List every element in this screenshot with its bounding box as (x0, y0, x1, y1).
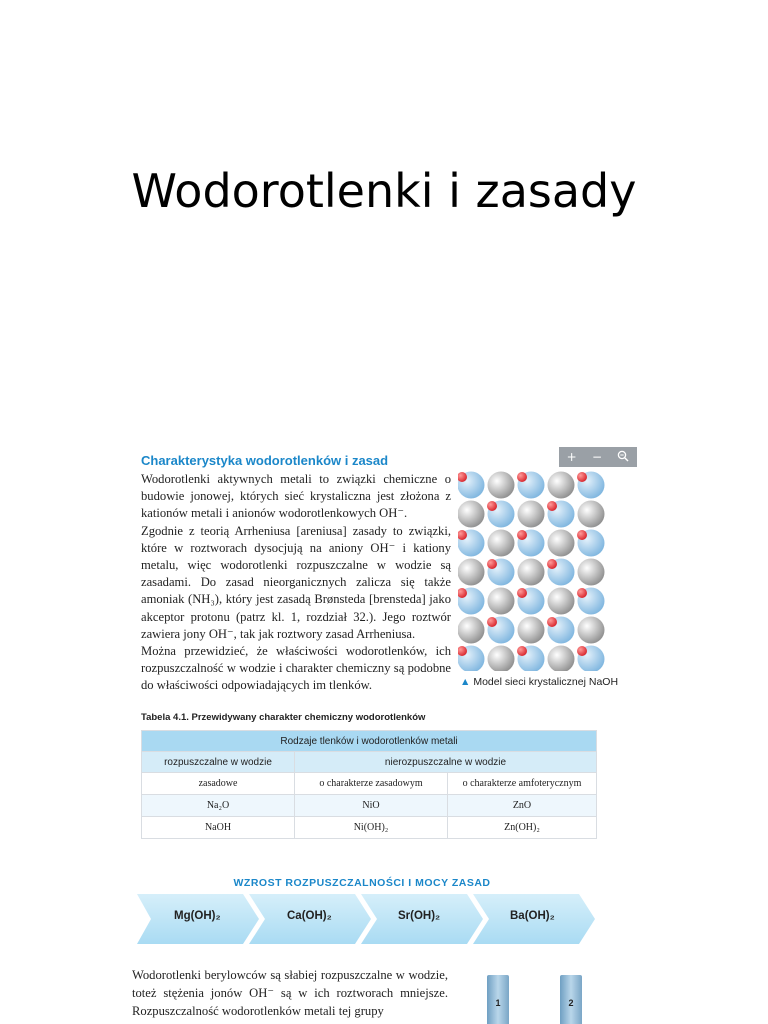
na-ion (578, 559, 605, 586)
na-ion (518, 617, 545, 644)
table-header-insoluble: nierozpuszczalne w wodzie (295, 752, 597, 773)
table-cell: Na₂O (142, 795, 295, 817)
na-ion (518, 559, 545, 586)
oxygen-atom (517, 472, 527, 482)
oxygen-atom (577, 472, 587, 482)
oxygen-atom (487, 617, 497, 627)
table-cell: NiO (295, 795, 448, 817)
na-ion (548, 646, 575, 672)
table-cell: NaOH (142, 817, 295, 839)
na-ion (548, 588, 575, 615)
section-title: Charakterystyka wodorotlenków i zasad (141, 453, 389, 468)
table-cell: o charakterze amfoterycznym (448, 773, 597, 795)
oxygen-atom (517, 646, 527, 656)
na-ion (488, 588, 515, 615)
table-cell: zasadowe (142, 773, 295, 795)
na-ion (518, 501, 545, 528)
naoh-crystal-lattice-illustration (458, 471, 608, 671)
table-cell: Zn(OH)₂ (448, 817, 597, 839)
paragraph-2: Zgodnie z teorią Arrheniusa [areniusa] zasady to związki, które w roztworach dysocjują na aniony OH⁻ i kationy metalu, więc wodorotlenki rozpuszczalne w wodzie są zasadami. Do zasad nieorganicznych zalicza się także amoniak (NH₃), który jest zasadą Brønsteda [brensteda] jako akceptor protonu (patrz kl. 1, rozdział 32.). Jego roztwór zawiera jony OH⁻, tak jak roztwory zasad Arrheniusa. (141, 523, 451, 641)
oxygen-atom (487, 501, 497, 511)
oxygen-atom (517, 588, 527, 598)
oxygen-atom (487, 559, 497, 569)
table-title: Tabela 4.1. Przewidywany charakter chemiczny wodorotlenków (141, 712, 426, 723)
test-tube-label-2: 2 (568, 998, 574, 1008)
body-text (141, 471, 451, 695)
crystal-caption-text: Model sieci krystalicznej NaOH (473, 676, 619, 688)
oxygen-atom (547, 617, 557, 627)
test-tube-label-1: 1 (495, 998, 501, 1008)
table-header-soluble: rozpuszczalne w wodzie (142, 752, 295, 773)
table-cell: Ni(OH)₂ (295, 817, 448, 839)
zoom-toolbar (559, 447, 637, 467)
paragraph-1: Wodorotlenki aktywnych metali to związki chemiczne o budowie jonowej, których sieć krystaliczna jest złożona z kationów metali i anionów wodorotlenkowych OH⁻. (141, 472, 451, 521)
na-ion (458, 501, 485, 528)
na-ion (548, 530, 575, 557)
na-ion (458, 559, 485, 586)
paragraph-3: Można przewidzieć, że właściwości wodorotlenków, ich rozpuszczalność w wodzie i charakter chemiczny są podobne do właściwości odpowiadających im tlenków. (141, 644, 451, 693)
trend-item-mg: Mg(OH)₂ (174, 910, 221, 922)
bottom-text (132, 967, 448, 1020)
table-cell: ZnO (448, 795, 597, 817)
trend-title: WZROST ROZPUSZCZALNOŚCI I MOCY ZASAD (233, 877, 491, 889)
oxygen-atom (547, 559, 557, 569)
na-ion (488, 472, 515, 499)
table-header-main: Rodzaje tlenków i wodorotlenków metali (142, 731, 597, 752)
trend-item-sr: Sr(OH)₂ (398, 910, 441, 922)
bottom-paragraph: Wodorotlenki berylowców są słabiej rozpuszczalne w wodzie, toteż stężenia jonów OH⁻ są w ich roztworach mniejsze. Rozpuszczalność wodorotlenków metali tej grupy (132, 968, 448, 1018)
oxides-table (141, 730, 597, 839)
oxygen-atom (547, 501, 557, 511)
oxygen-atom (577, 530, 587, 540)
table-cell: o charakterze zasadowym (295, 773, 448, 795)
oxygen-atom (577, 588, 587, 598)
na-ion (488, 530, 515, 557)
zoom-out-button[interactable]: − (591, 450, 603, 464)
crystal-caption (460, 675, 620, 689)
magnifier-icon[interactable] (617, 450, 629, 465)
textbook-page-image (132, 447, 637, 1024)
na-ion (578, 617, 605, 644)
na-ion (458, 617, 485, 644)
oxygen-atom (577, 646, 587, 656)
oxygen-atom (517, 530, 527, 540)
na-ion (548, 472, 575, 499)
trend-item-ca: Ca(OH)₂ (287, 910, 332, 922)
caption-triangle-icon: ▲ (460, 676, 471, 688)
trend-item-ba: Ba(OH)₂ (510, 910, 555, 922)
na-ion (578, 501, 605, 528)
slide-title: Wodorotlenki i zasady (131, 164, 637, 218)
zoom-in-button[interactable]: + (566, 450, 577, 464)
na-ion (488, 646, 515, 672)
